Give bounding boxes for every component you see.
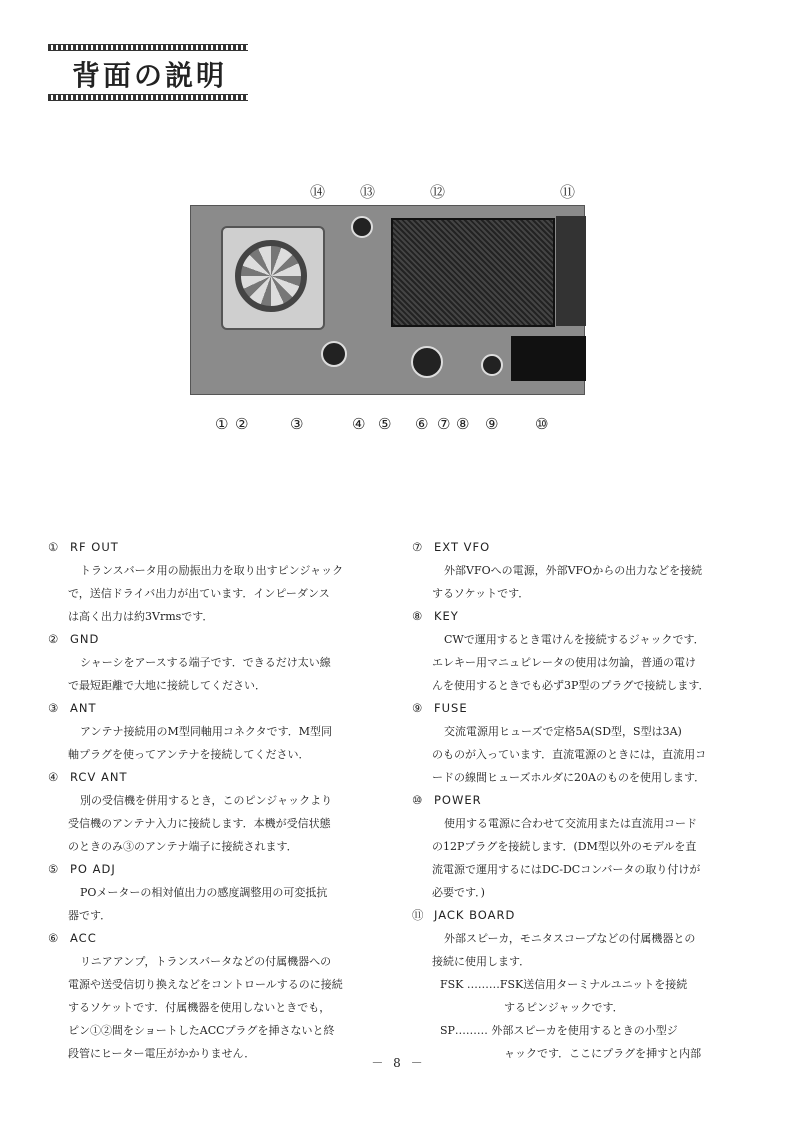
title-block [48, 44, 248, 104]
item-text: アンテナ接続用のM型同軸用コネクタです．M型同 [80, 725, 332, 738]
item-heading: ⑤ PO ADJ [48, 862, 116, 876]
item-heading: ⑥ ACC [48, 931, 97, 945]
item-text: んを使用するときでも必ず3P型のプラグで接続します． [432, 679, 710, 692]
item-text: 必要です．) [432, 886, 485, 899]
item-text: トランスバータ用の励振出力を取り出すピンジャック [80, 564, 344, 577]
left-column [48, 536, 348, 1065]
item-text: ードの線間ヒューズホルダに20Aのものを使用します． [432, 771, 706, 784]
title-top-rule [48, 44, 248, 51]
callout-7: ⑦ [437, 415, 451, 433]
speaker-grille [391, 218, 555, 327]
callout-2: ② [235, 415, 249, 433]
item-text: で最短距離で大地に接続してください． [68, 679, 266, 692]
callout-13: ⑬ [360, 183, 376, 201]
callout-4: ④ [352, 415, 366, 433]
callout-10: ⑩ [535, 415, 549, 433]
item-text: POメーターの相対値出力の感度調整用の可変抵抗 [80, 886, 328, 899]
item-text: ピン①②間をショートしたACCプラグを挿さないと終 [68, 1024, 335, 1037]
callout-14: ⑭ [310, 183, 326, 201]
item-text: で，送信ドライバ出力が出ています．インピーダンス [68, 587, 330, 600]
item-text: するソケットです． [432, 587, 530, 600]
title-bottom-rule [48, 94, 248, 101]
item-text: 接続に使用します． [432, 955, 531, 968]
callout-12: ⑫ [430, 183, 446, 201]
page-number: － 8 － [371, 1056, 426, 1070]
cooling-fan [221, 226, 325, 330]
callout-1: ① [215, 415, 229, 433]
callout-11: ⑪ [560, 183, 576, 201]
item-text: 段管にヒーター電圧がかかりません． [68, 1047, 256, 1060]
item-text: のときのみ③のアンテナ端子に接続されます． [68, 840, 298, 853]
fuse-holder [481, 354, 503, 376]
ant-connector [321, 341, 347, 367]
item-heading: ⑨ FUSE [412, 701, 468, 715]
item-text: のものが入っています．直流電源のときには，直流用コ [432, 748, 707, 761]
callout-6: ⑥ [415, 415, 429, 433]
item-text: 流電源で運用するにはDC-DCコンバータの取り付けが [432, 863, 701, 876]
item-heading: ⑩ POWER [412, 793, 482, 807]
page-title: 背面の説明 [72, 59, 228, 92]
item-text: シャーシをアースする端子です．できるだけ太い線 [80, 656, 331, 669]
item-text: 電源や送受信切り換えなどをコントロールするのに接続 [68, 978, 343, 991]
rear-panel-figure [180, 175, 600, 435]
item-text: 受信機のアンテナ入力に接続します．本機が受信状態 [68, 817, 331, 830]
item-heading: ③ ANT [48, 701, 97, 715]
sub-item-text: ャックです．ここにプラグを挿すと内部 [504, 1047, 702, 1060]
item-heading: ⑧ KEY [412, 609, 459, 623]
item-text: 軸プラグを使ってアンテナを接続してください． [68, 748, 310, 761]
acc-socket [411, 346, 443, 378]
item-text: 使用する電源に合わせて交流用または直流用コード [444, 817, 697, 830]
jack-board-panel [556, 216, 586, 326]
item-heading: ② GND [48, 632, 100, 646]
callout-3: ③ [290, 415, 304, 433]
item-text: 器です． [68, 909, 112, 922]
item-text: 外部VFOへの電源，外部VFOからの出力などを接続 [444, 564, 703, 577]
item-text: 外部スピーカ，モニタスコープなどの付属機器との [444, 932, 696, 945]
ext-vfo-socket [351, 216, 373, 238]
item-heading: ⑪ JACK BOARD [412, 908, 516, 922]
item-heading: ④ RCV ANT [48, 770, 128, 784]
right-column [412, 536, 712, 1065]
sub-item-text: FSK ………FSK送信用ターミナルユニットを接続 [440, 978, 688, 991]
rear-panel-photo [190, 205, 585, 395]
item-text: は高く出力は約3Vrmsです． [68, 610, 214, 623]
item-text: エレキー用マニュピレータの使用は勿論，普通の電け [432, 656, 696, 669]
item-text: CWで運用するとき電けんを接続するジャックです． [444, 633, 705, 646]
sub-item-text: SP……… 外部スピーカを使用するときの小型ジ [440, 1024, 678, 1037]
item-text: 交流電源用ヒューズで定格5A(SD型，S型は3A) [444, 725, 682, 738]
callout-9: ⑨ [485, 415, 499, 433]
item-heading: ⑦ EXT VFO [412, 540, 491, 554]
item-text: の12Pプラグを接続します．(DM型以外のモデルを直 [432, 840, 697, 853]
item-text: するソケットです．付属機器を使用しないときでも， [68, 1001, 331, 1014]
item-text: 別の受信機を併用するとき，このピンジャックより [80, 794, 333, 807]
item-text: リニアアンプ，トランスバータなどの付属機器への [80, 955, 332, 968]
sub-item-text: するピンジャックです． [504, 1001, 624, 1014]
power-connector [511, 336, 586, 381]
callout-5: ⑤ [378, 415, 392, 433]
callout-8: ⑧ [456, 415, 470, 433]
item-heading: ① RF OUT [48, 540, 119, 554]
